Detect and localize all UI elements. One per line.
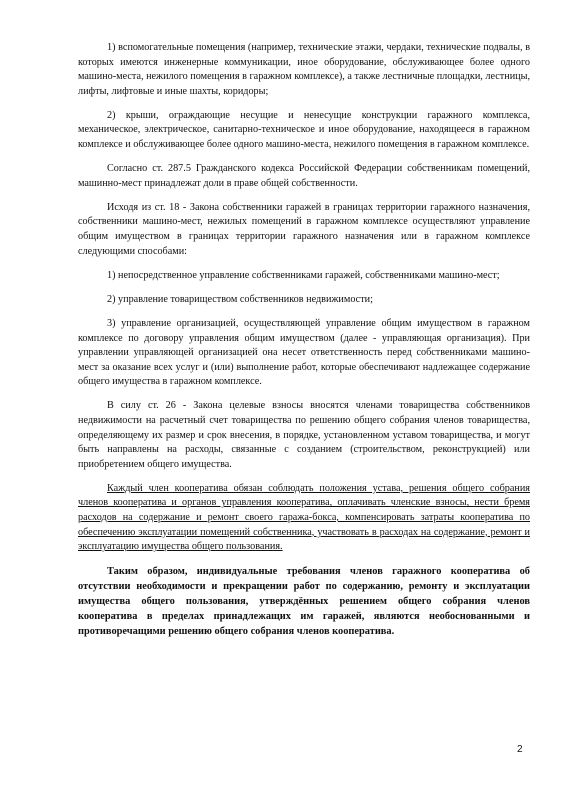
paragraph-partnership-management: 2) управление товариществом собственников недвижимости; [107, 293, 373, 305]
paragraph-article-26: В силу ст. 26 - Закона целевые взносы вносятся членами товарищества собственников недвижимости на расчетный счет товарищества по решению общего собрания членов товарищества, определяющему их размер и срок внесения, в порядке, установленном уставом товарищества, и могут быть направлены на расходы, связанные с созданием (строительством, реконструкцией) или приобретением общего имущества. [78, 400, 530, 470]
paragraph-management-organization: 3) управление организацией, осуществляющей управление общим имуществом в гаражном комплексе по договору управления общим имуществом (далее - управляющая организация). При управлении управляющей организацией она несет ответственность перед собственниками машино-мест за оказание всех услуг и (или) выполнение работ, которые обеспечивают надлежащее содержание общего имущества в гаражном комплексе. [78, 317, 530, 388]
paragraph-direct-management: 1) непосредственное управление собственниками гаражей, собственниками машино-мест; [107, 269, 500, 281]
paragraph-article-18: Исходя из ст. 18 - Закона собственники гаражей в границах территории гаражного назначения, собственники машино-мест, нежилых помещений в гаражном комплексе осуществляют управление общим имуществом в границах территории гаражного назначения или в гаражном комплексе следующими способами: [78, 201, 530, 257]
paragraph-roofs-structures: 2) крыши, ограждающие несущие и ненесущие конструкции гаражного комплекса, механическое, электрическое, санитарно-техническое и иное оборудование, находящееся в гаражном комплексе и обслуживающее более одного машино-места, нежилого помещения в гаражном комплексе. [78, 109, 530, 151]
page-number: 2 [517, 744, 523, 755]
document-body [78, 41, 530, 649]
paragraph-civil-code-287-5: Согласно ст. 287.5 Гражданского кодекса Российской Федерации собственникам помещений, машинно-мест принадлежат доли в праве общей собственности. [78, 163, 530, 189]
paragraph-member-obligations: Каждый член кооператива обязан соблюдать положения устава, решения общего собрания членов кооператива и органов управления кооператива, оплачивать членские взносы, нести бремя расходов на содержание и ремонт своего гаража-бокса, компенсировать затраты кооператива по обеспечению эксплуатации помещений собственника, участвовать в расходах на содержание, ремонт и эксплуатацию имущества общего пользования. [78, 482, 530, 553]
paragraph-conclusion: Таким образом, индивидуальные требования членов гаражного кооператива об отсутствии необходимости и прекращении работ по содержанию, ремонту и эксплуатации имущества общего пользования, утверждённых решением общего собрания членов кооператива в пределах принадлежащих им гаражей, являются необоснованными и противоречащими решению общего собрания членов кооператива. [78, 566, 530, 638]
paragraph-auxiliary-premises: 1) вспомогательные помещения (например, технические этажи, чердаки, технические подвалы, в которых имеются инженерные коммуникации, иное оборудование, обслуживающее более одного машино-места, нежилого помещения в гаражном комплексе), а также лестничные площадки, лестницы, лифты, лифтовые и иные шахты, коридоры; [78, 42, 530, 97]
